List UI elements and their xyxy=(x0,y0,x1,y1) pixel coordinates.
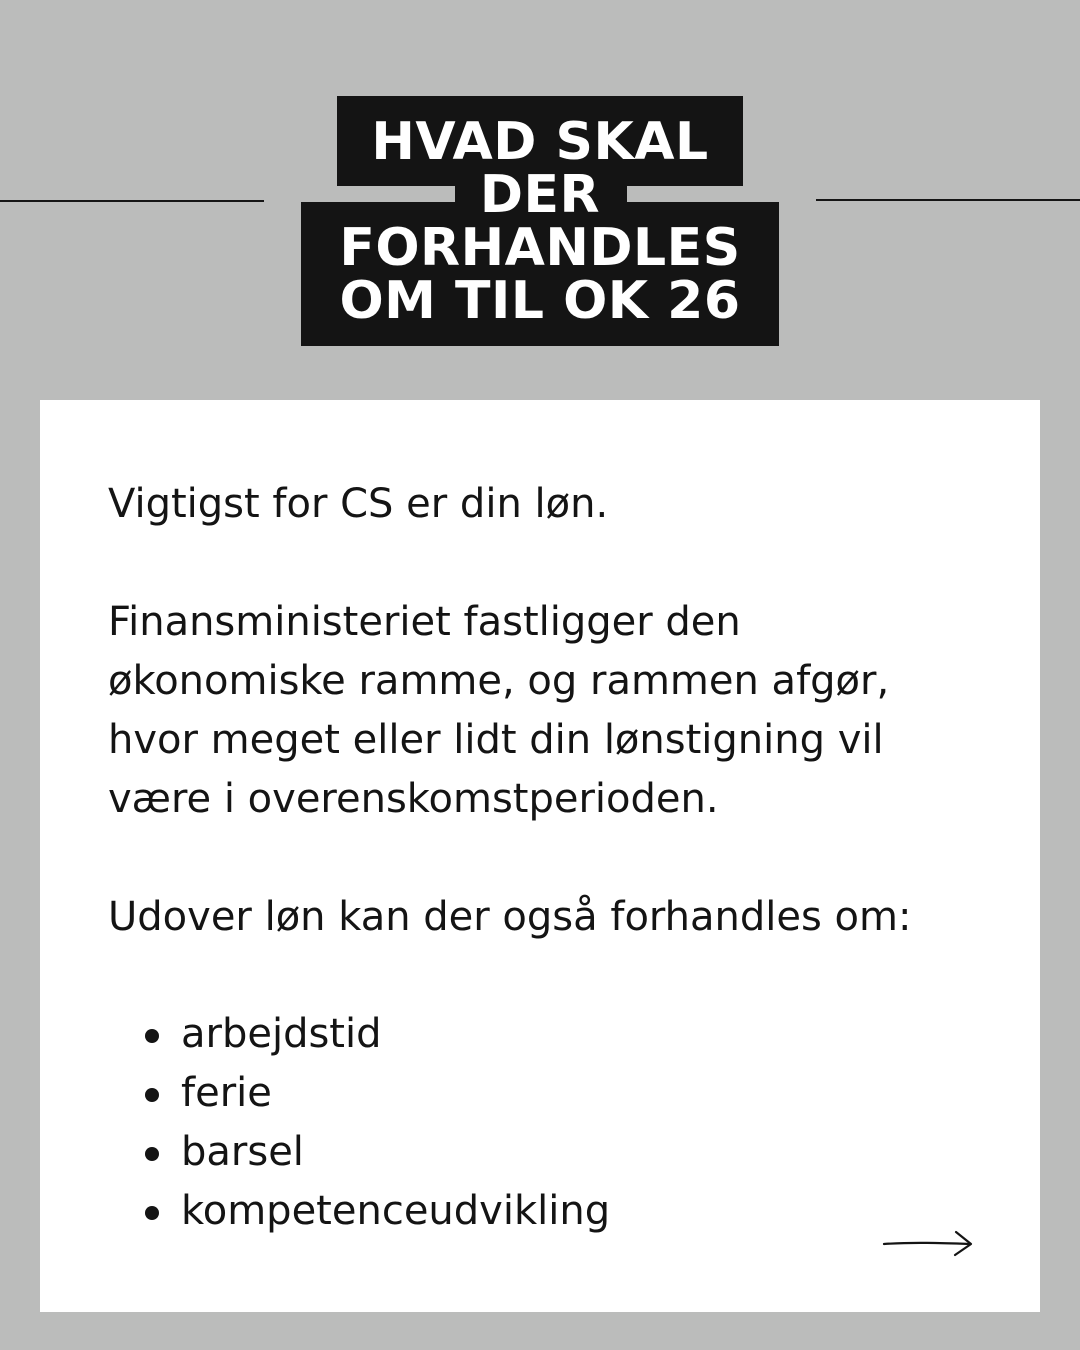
intro-text: Vigtigst for CS er din løn. xyxy=(108,481,609,527)
page-title xyxy=(300,112,780,331)
title-line-1: HVAD SKAL xyxy=(371,112,709,172)
title-line-2: DER xyxy=(479,165,601,225)
content-card xyxy=(40,400,1040,1312)
title-line-3: FORHANDLES xyxy=(339,218,741,278)
arrow-right-icon[interactable] xyxy=(882,1226,974,1260)
divider-right xyxy=(816,199,1080,201)
topic-list xyxy=(108,1005,610,1241)
paragraph-line: hvor meget eller lidt din lønstigning vil xyxy=(108,717,884,763)
list-item-label: barsel xyxy=(181,1129,304,1175)
paragraph-line: være i overenskomstperioden. xyxy=(108,776,719,822)
paragraph-line: økonomiske ramme, og rammen afgør, xyxy=(108,658,890,704)
divider-left xyxy=(0,200,264,202)
list-intro-text: Udover løn kan der også forhandles om: xyxy=(108,894,912,940)
list-item-label: arbejdstid xyxy=(181,1011,382,1057)
list-item-label: kompetenceudvikling xyxy=(181,1188,611,1234)
bullet-icon xyxy=(145,1206,159,1220)
bullet-icon xyxy=(145,1029,159,1043)
paragraph-line: Finansministeriet fastligger den xyxy=(108,599,741,645)
list-item xyxy=(108,1123,610,1182)
list-item xyxy=(108,1064,610,1123)
list-item-label: ferie xyxy=(181,1070,272,1116)
body-paragraph xyxy=(108,593,889,829)
title-line-4: OM TIL OK 26 xyxy=(339,271,741,331)
bullet-icon xyxy=(145,1147,159,1161)
bullet-icon xyxy=(145,1088,159,1102)
list-item xyxy=(108,1182,610,1241)
list-item xyxy=(108,1005,610,1064)
